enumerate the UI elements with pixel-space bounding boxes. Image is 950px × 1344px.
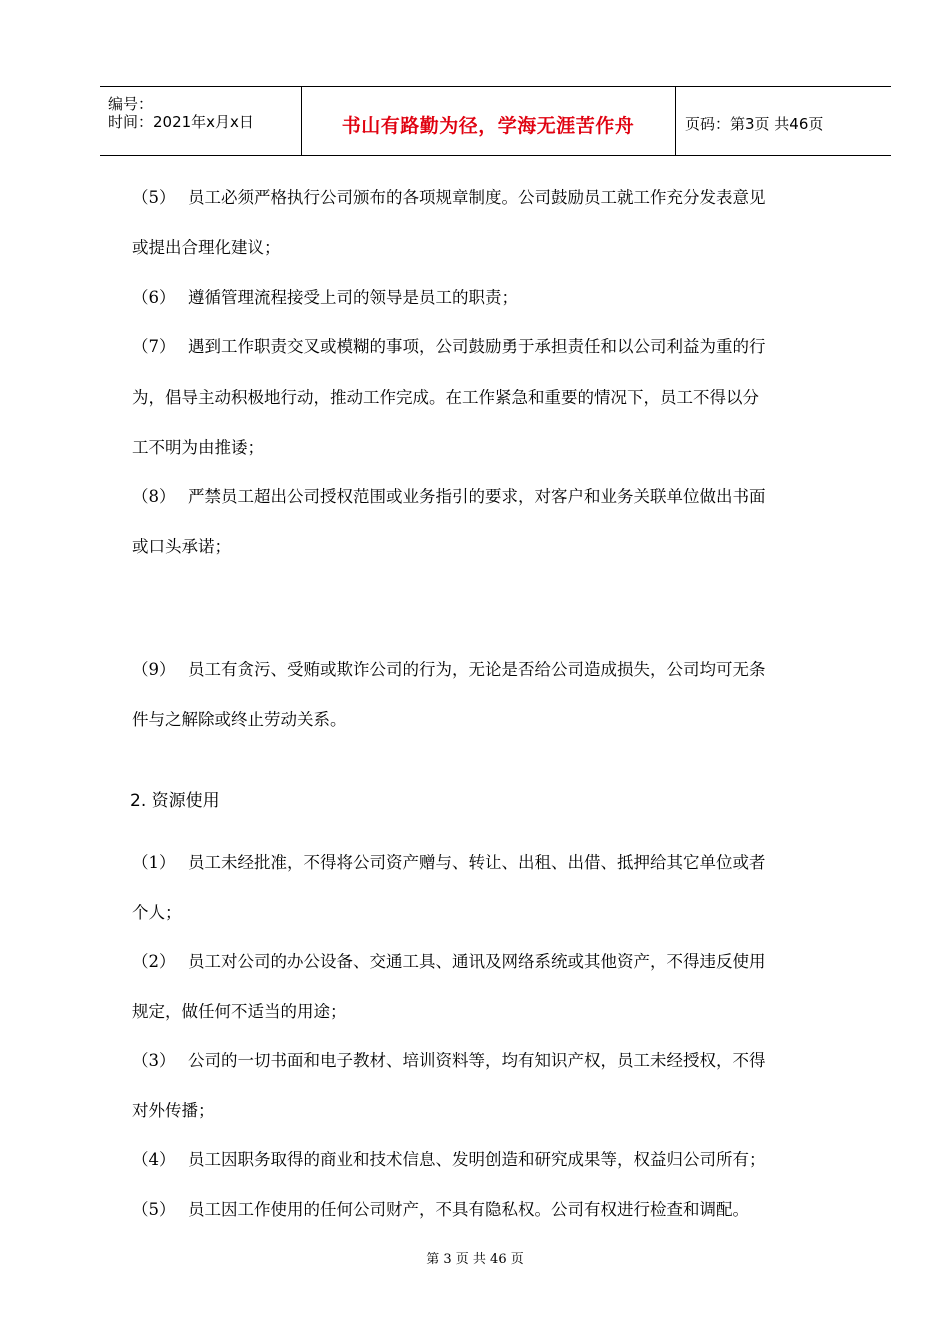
item-number: （5） [132, 1200, 176, 1219]
item-text: 遇到工作职责交叉或模糊的事项，公司鼓励勇于承担责任和以公司利益为重的行 [188, 337, 766, 356]
page-footer: 第 3 页 共 46 页 [426, 1252, 524, 1267]
item-text: 遵循管理流程接受上司的领导是员工的职责； [188, 288, 518, 307]
header-page-info: 页码：第3页 共46页 [685, 115, 824, 133]
item-number: （4） [132, 1150, 176, 1169]
item-text: 员工必须严格执行公司颁布的各项规章制度。公司鼓励员工就工作充分发表意见 [188, 188, 766, 207]
header-motto-cell [301, 87, 676, 155]
item-text: 个人； [132, 903, 182, 922]
item-text: 件与之解除或终止劳动关系。 [132, 710, 347, 729]
item-text: 或提出合理化建议； [132, 238, 281, 257]
item-text: 或口头承诺； [132, 537, 231, 556]
section-title: 2. 资源使用 [130, 791, 220, 811]
item-text: 员工有贪污、受贿或欺诈公司的行为，无论是否给公司造成损失，公司均可无条 [188, 660, 766, 679]
item-text: 为，倡导主动积极地行动，推动工作完成。在工作紧急和重要的情况下，员工不得以分 [132, 388, 759, 407]
item-number: （2） [132, 952, 176, 971]
item-number: （8） [132, 487, 176, 506]
item-number: （5） [132, 188, 176, 207]
item-number: （7） [132, 337, 176, 356]
document-number-label: 编号： [108, 95, 154, 113]
item-number: （3） [132, 1051, 176, 1070]
page-header [100, 86, 891, 156]
header-meta-cell [100, 87, 302, 155]
item-text: 规定，做任何不适当的用途； [132, 1002, 347, 1021]
item-text: 员工因职务取得的商业和技术信息、发明创造和研究成果等，权益归公司所有； [188, 1150, 766, 1169]
item-text: 公司的一切书面和电子教材、培训资料等，均有知识产权，员工未经授权，不得 [188, 1051, 766, 1070]
item-number: （9） [132, 660, 176, 679]
item-text: 严禁员工超出公司授权范围或业务指引的要求，对客户和业务关联单位做出书面 [188, 487, 766, 506]
item-number: （6） [132, 288, 176, 307]
header-motto: 书山有路勤为径，学海无涯苦作舟 [341, 115, 635, 137]
document-time-label: 时间：2021年x月x日 [108, 113, 254, 131]
header-page-cell [675, 87, 891, 155]
item-text: 工不明为由推诿； [132, 438, 264, 457]
item-number: （1） [132, 853, 176, 872]
item-text: 员工因工作使用的任何公司财产，不具有隐私权。公司有权进行检查和调配。 [188, 1200, 749, 1219]
item-text: 员工未经批准，不得将公司资产赠与、转让、出租、出借、抵押给其它单位或者 [188, 853, 766, 872]
item-text: 员工对公司的办公设备、交通工具、通讯及网络系统或其他资产，不得违反使用 [188, 952, 766, 971]
item-text: 对外传播； [132, 1101, 215, 1120]
